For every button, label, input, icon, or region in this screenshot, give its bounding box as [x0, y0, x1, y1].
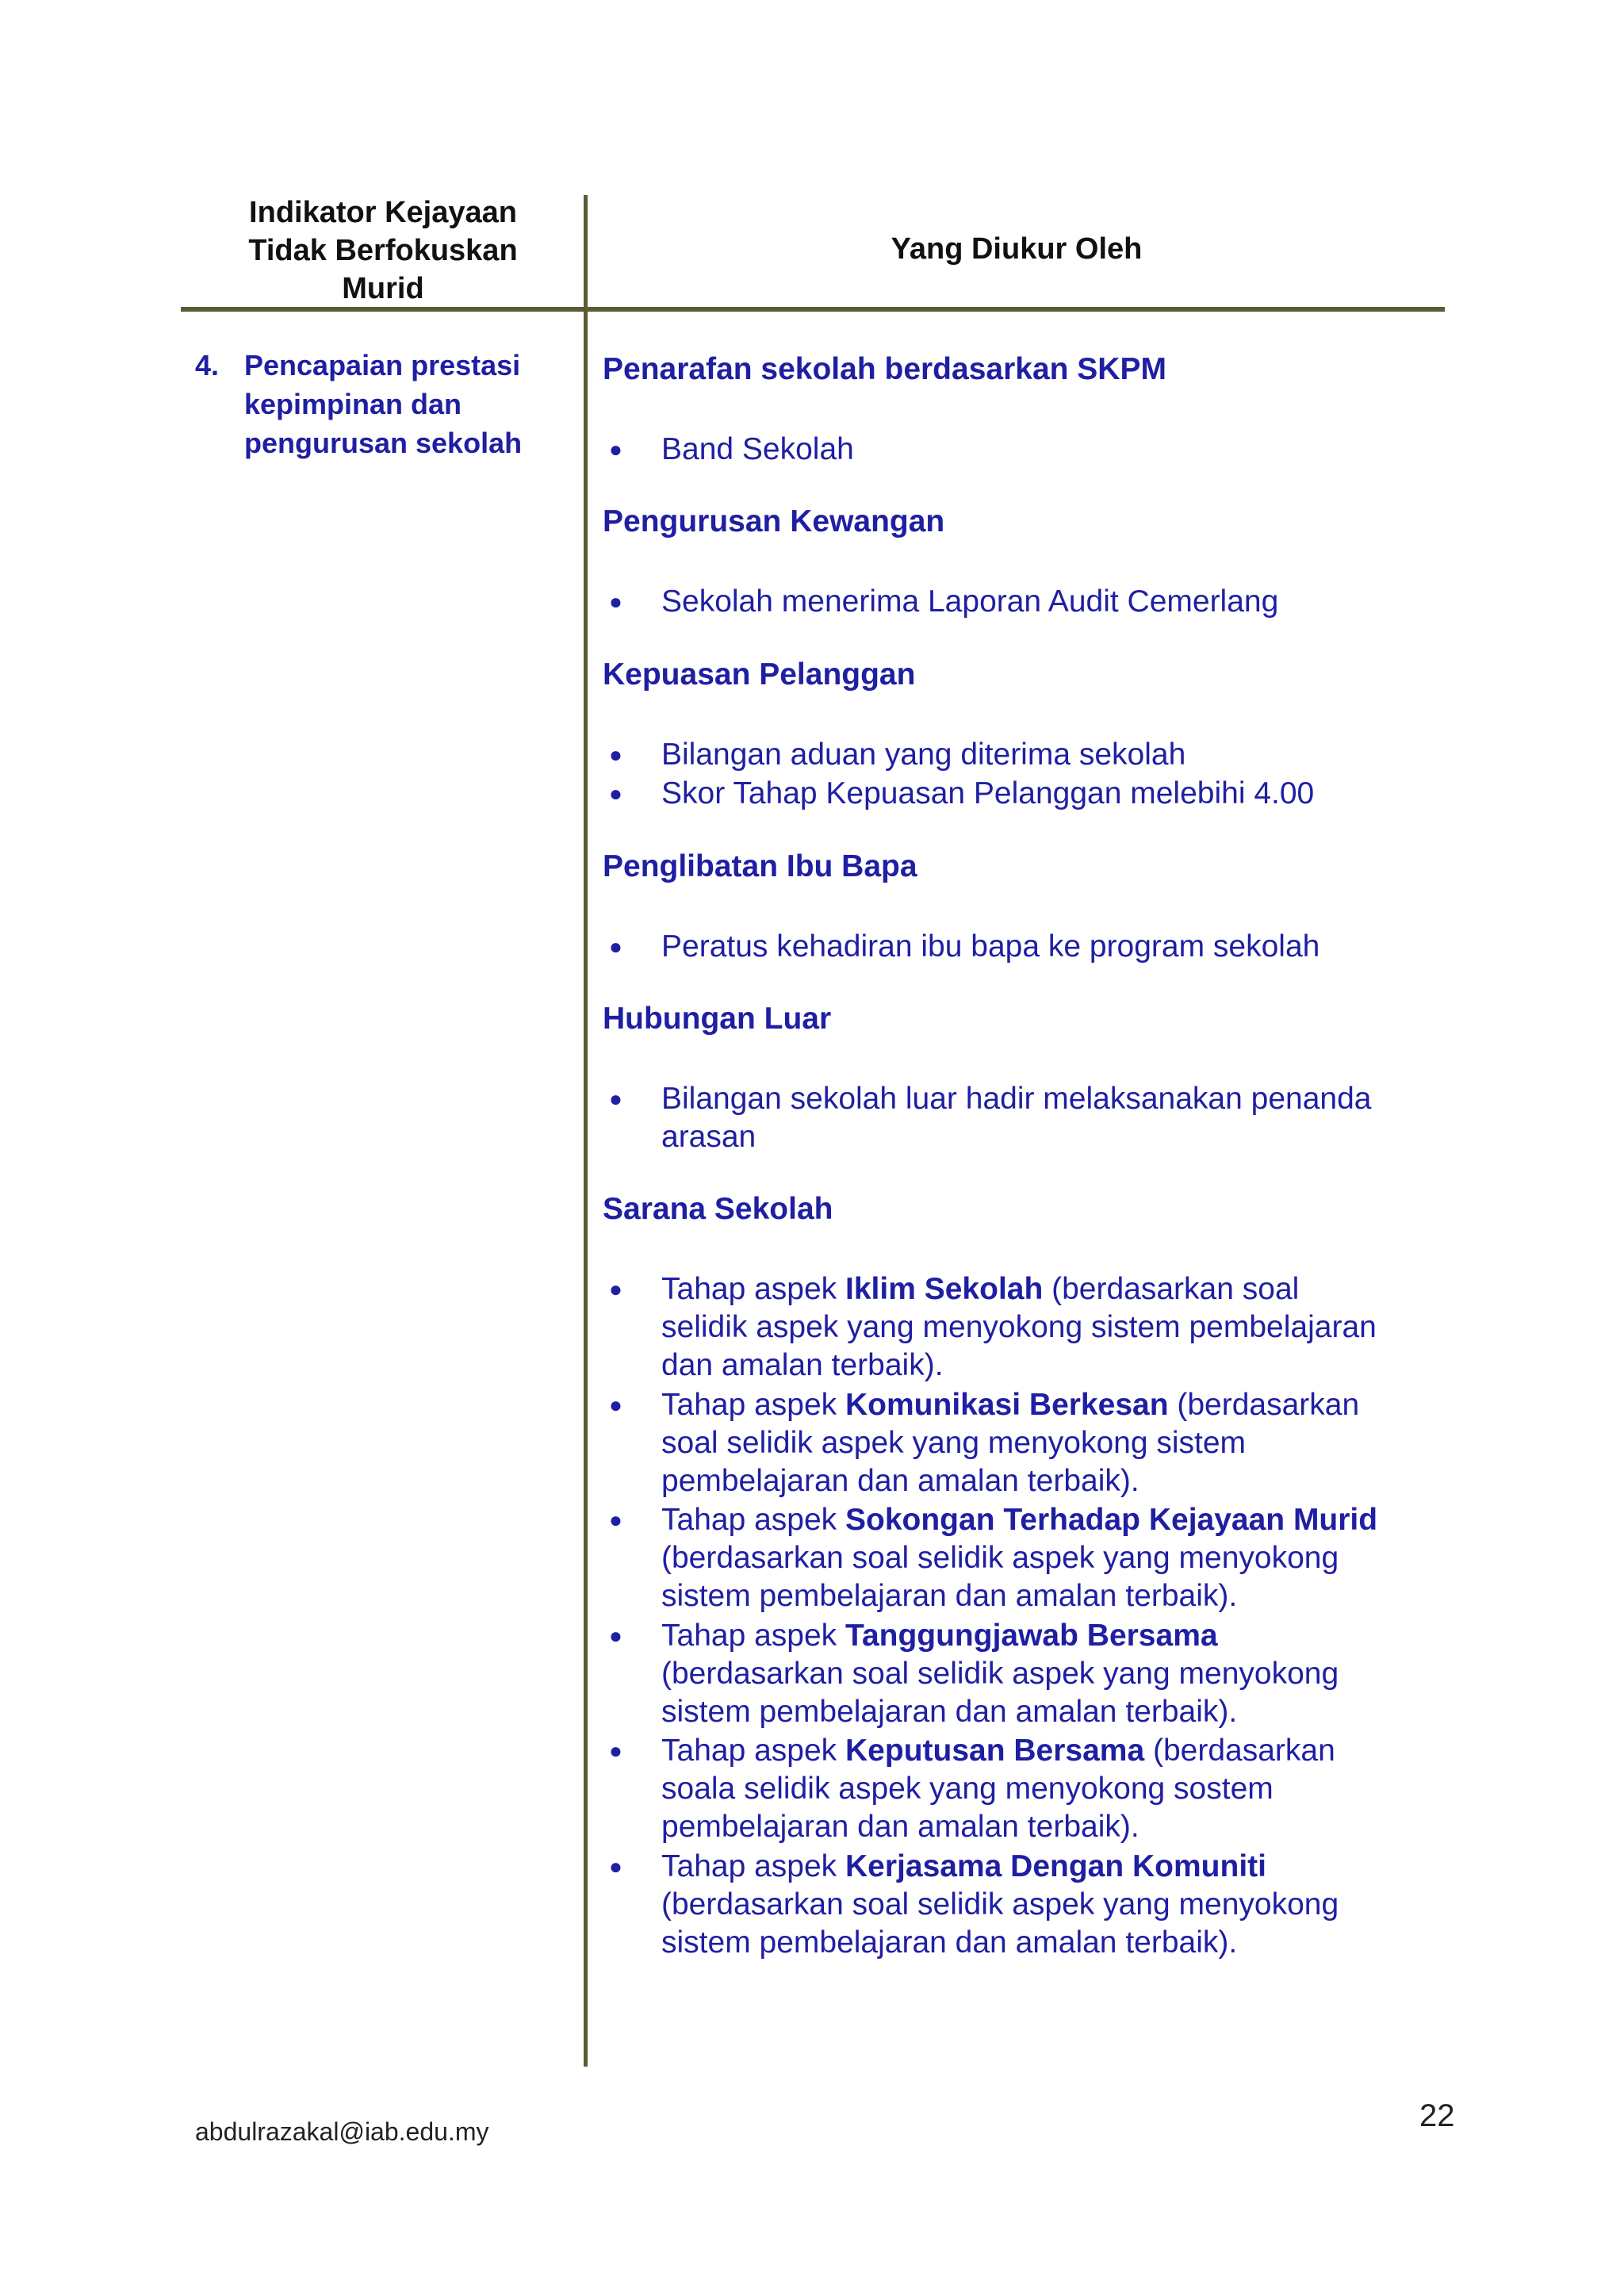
list-item-text [661, 1732, 1454, 1846]
list-item-line: (berdasarkan soal selidik aspek yang menyokong [661, 1656, 1339, 1691]
page-number: 22 [1419, 2098, 1455, 2133]
list-item-text [661, 1270, 1454, 1385]
aspect-name: Sokongan Terhadap Kejayaan Murid [845, 1503, 1378, 1537]
indicator-line: pengurusan sekolah [244, 427, 523, 459]
line-text: Tahap aspek [661, 1503, 846, 1537]
list-item-text [661, 431, 1454, 469]
header-line: Murid [342, 272, 424, 305]
header-line: Tidak Berfokuskan [248, 234, 518, 267]
list-item-line: arasan [661, 1120, 756, 1154]
list-item-line: sistem pembelajaran dan amalan terbaik). [661, 1925, 1238, 1960]
list-item-line: Bilangan sekolah luar hadir melaksanakan penanda [661, 1082, 1372, 1116]
aspect-name: Iklim Sekolah [845, 1272, 1044, 1306]
list-item-line: (berdasarkan soal selidik aspek yang menyokong [661, 1541, 1339, 1575]
list-item-line: soal selidik aspek yang menyokong sistem [661, 1425, 1247, 1460]
bullet-icon: ● [609, 1508, 622, 1532]
list-item-line: pembelajaran dan amalan terbaik). [661, 1810, 1139, 1844]
section-title: Kepuasan Pelanggan [603, 657, 916, 692]
bullet-icon: ● [609, 1623, 622, 1648]
list-item-line [661, 1732, 1454, 1770]
column-header-measured-by: Yang Diukur Oleh [891, 232, 1143, 266]
bullet-icon: ● [609, 1392, 622, 1417]
indicator-line: Pencapaian prestasi [244, 349, 521, 381]
footer-email: abdulrazakal@iab.edu.my [195, 2117, 489, 2146]
list-item-line [661, 1617, 1454, 1655]
line-text: Tahap aspek [661, 1849, 846, 1883]
list-item-text [661, 928, 1454, 966]
bullet-icon: ● [609, 437, 622, 462]
header-line: Indikator Kejayaan [249, 196, 517, 229]
list-item-line: selidik aspek yang menyokong sistem pembelajaran [661, 1310, 1377, 1344]
list-item-line: (berdasarkan soal selidik aspek yang menyokong [661, 1887, 1339, 1921]
list-item-line [661, 1386, 1454, 1424]
list-item-line: dan amalan terbaik). [661, 1348, 944, 1382]
indicator-text [244, 346, 577, 462]
list-item-line [661, 1848, 1454, 1886]
aspect-name: Tanggungjawab Bersama [845, 1618, 1218, 1653]
indicator-number: 4. [195, 349, 220, 381]
header-divider [181, 307, 1445, 312]
list-item-text [661, 1501, 1454, 1615]
list-item-line [661, 1270, 1454, 1308]
list-item-line: pembelajaran dan amalan terbaik). [661, 1463, 1139, 1498]
column-header-indicator [181, 193, 585, 308]
list-item-line: sistem pembelajaran dan amalan terbaik). [661, 1694, 1238, 1729]
bullet-icon: ● [609, 780, 622, 806]
line-text: (berdasarkan [1144, 1734, 1335, 1768]
line-text: Tahap aspek [661, 1387, 846, 1422]
list-item-text [661, 1848, 1454, 1962]
indicator-line: kepimpinan dan [244, 388, 462, 420]
list-item-line: Skor Tahap Kepuasan Pelanggan melebihi 4.00 [661, 776, 1315, 810]
line-text: (berdasarkan soal [1043, 1272, 1300, 1306]
section-title: Pengurusan Kewangan [603, 504, 945, 538]
bullet-icon: ● [609, 742, 622, 767]
aspect-name: Kerjasama Dengan Komuniti [845, 1849, 1266, 1883]
list-item-line: Peratus kehadiran ibu bapa ke program sekolah [661, 929, 1320, 964]
list-item-text [661, 775, 1454, 813]
list-item-line: Sekolah menerima Laporan Audit Cemerlang [661, 584, 1279, 619]
line-text: (berdasarkan [1168, 1387, 1360, 1422]
bullet-icon: ● [609, 1853, 622, 1879]
section-title: Sarana Sekolah [603, 1192, 833, 1226]
list-item-text [661, 736, 1454, 774]
list-item-line: soala selidik aspek yang menyokong sostem [661, 1772, 1274, 1806]
line-text: Tahap aspek [661, 1272, 846, 1306]
bullet-icon: ● [609, 589, 622, 614]
line-text: Tahap aspek [661, 1734, 846, 1768]
list-item-text [661, 1386, 1454, 1500]
section-title: Penglibatan Ibu Bapa [603, 849, 917, 883]
column-divider [584, 195, 588, 2067]
aspect-name: Komunikasi Berkesan [845, 1387, 1169, 1422]
list-item-line: Bilangan aduan yang diterima sekolah [661, 738, 1186, 772]
list-item-line: Band Sekolah [661, 432, 854, 466]
list-item-text [661, 583, 1454, 621]
section-title: Penarafan sekolah berdasarkan SKPM [603, 352, 1166, 386]
bullet-icon: ● [609, 934, 622, 959]
section-title: Hubungan Luar [603, 1002, 832, 1036]
list-item-line: sistem pembelajaran dan amalan terbaik). [661, 1579, 1238, 1613]
list-item-line [661, 1501, 1454, 1539]
bullet-icon: ● [609, 1086, 622, 1111]
aspect-name: Keputusan Bersama [845, 1734, 1145, 1768]
line-text: Tahap aspek [661, 1618, 846, 1653]
bullet-icon: ● [609, 1277, 622, 1301]
list-item-text [661, 1617, 1454, 1731]
bullet-icon: ● [609, 1738, 622, 1763]
list-item-text [661, 1080, 1454, 1156]
